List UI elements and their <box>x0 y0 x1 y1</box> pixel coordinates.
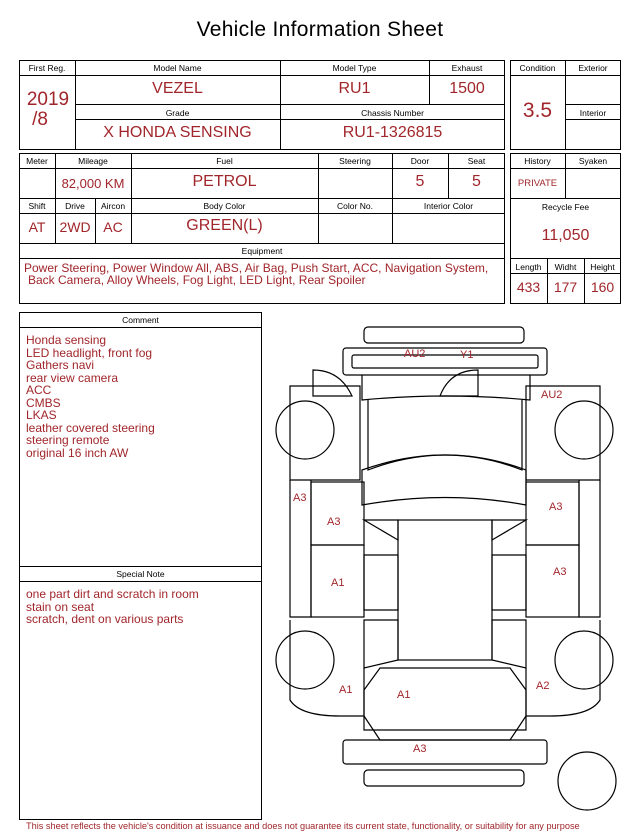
damage-mark: A3 <box>293 492 307 504</box>
model-name-value: VEZEL <box>152 80 203 97</box>
damage-mark: A1 <box>397 689 411 701</box>
shift-value: AT <box>28 219 46 235</box>
drive-value: 2WD <box>59 219 91 235</box>
aircon-value: AC <box>103 219 123 235</box>
left-front-wheel-shape <box>276 401 334 459</box>
comment-line: original 16 inch AW <box>26 445 129 460</box>
comment-line: ACC <box>26 383 52 397</box>
aircon-label: Aircon <box>100 201 126 211</box>
comment-line: leather covered steering <box>26 420 155 435</box>
special-note-line: one part dirt and scratch in room <box>26 587 199 601</box>
exhaust-value: 1500 <box>449 80 485 97</box>
comment-line: CMBS <box>26 395 61 410</box>
length-label: Length <box>515 262 542 272</box>
damage-mark: AU2 <box>404 348 426 360</box>
model-name-label: Model Name <box>153 63 202 73</box>
comment-line: LKAS <box>26 408 57 422</box>
left-front-fender-shape <box>290 386 360 480</box>
windshield-shape <box>362 455 526 505</box>
special-note-label: Special Note <box>116 569 165 579</box>
model-type-label: Model Type <box>332 63 377 73</box>
equipment-label: Equipment <box>241 246 283 256</box>
door-label: Door <box>410 156 430 166</box>
fuel-label: Fuel <box>216 156 233 166</box>
left-headlight-shape <box>313 370 352 396</box>
interior-color-label: Interior Color <box>423 201 474 211</box>
condition-value: 3.5 <box>522 99 553 122</box>
spare-tire-shape <box>558 752 616 810</box>
first-reg-label: First Reg. <box>28 63 66 73</box>
body-color-label: Body Color <box>203 201 246 211</box>
recycle-fee-label: Recycle Fee <box>541 202 590 212</box>
right-front-fender-shape <box>526 386 600 480</box>
drive-label: Drive <box>65 201 85 211</box>
equipment-line-2: Back Camera, Alloy Wheels, Fog Light, LED Light, Rear Spoiler <box>28 273 366 287</box>
seat-label: Seat <box>467 156 486 166</box>
fuel-value: PETROL <box>192 173 257 190</box>
right-headlight-shape <box>440 370 478 396</box>
seat-value: 5 <box>472 173 481 190</box>
front-bumper-shape <box>343 348 547 375</box>
height-value: 160 <box>590 279 615 295</box>
damage-mark: A1 <box>339 684 353 696</box>
right-rear-door-shape <box>526 545 579 617</box>
comment-label: Comment <box>122 315 159 325</box>
meter-label: Meter <box>26 156 48 166</box>
interior-label: Interior <box>579 108 607 118</box>
comment-line: Honda sensing <box>26 333 107 347</box>
exhaust-label: Exhaust <box>451 63 483 73</box>
rear-bumper-shape <box>343 740 547 764</box>
footer-disclaimer: This sheet reflects the vehicle's condition at issuance and does not guarantee its current state, functionality, or suitability for any purpose <box>26 821 580 831</box>
damage-mark: AU2 <box>541 389 563 401</box>
door-value: 5 <box>415 173 425 190</box>
right-front-door-shape <box>526 482 579 545</box>
exterior-label: Exterior <box>578 63 608 73</box>
damage-mark: Y1 <box>460 349 474 361</box>
damage-mark: A1 <box>331 577 345 589</box>
page-title: Vehicle Information Sheet <box>196 18 444 41</box>
damage-mark: A3 <box>549 501 563 513</box>
recycle-fee-value: 11,050 <box>541 227 590 244</box>
damage-mark: A3 <box>413 743 427 755</box>
damage-mark: A3 <box>553 566 567 578</box>
comment-line: steering remote <box>26 433 110 447</box>
first-reg-year: 2019 <box>26 89 70 110</box>
history-label: History <box>524 156 551 166</box>
left-rear-fender-shape <box>290 620 364 716</box>
color-no-label: Color No. <box>337 201 373 211</box>
comment-line: rear view camera <box>26 370 119 385</box>
condition-label: Condition <box>519 63 556 73</box>
right-rear-fender-shape <box>526 620 600 716</box>
special-note-line: scratch, dent on various parts <box>26 612 184 626</box>
damage-mark: A3 <box>327 516 341 528</box>
right-rear-wheel-shape <box>555 631 613 689</box>
mileage-label: Mileage <box>78 156 108 166</box>
right-front-wheel-shape <box>555 401 613 459</box>
length-value: 433 <box>516 279 541 295</box>
mileage-value: 82,000 KM <box>61 176 125 191</box>
shift-label: Shift <box>28 201 46 211</box>
tailgate-shape <box>364 668 526 730</box>
height-label: Height <box>590 262 615 272</box>
first-reg-month: /8 <box>32 109 48 130</box>
history-value: PRIVATE <box>517 178 558 189</box>
grade-label: Grade <box>165 108 190 118</box>
width-label: Widht <box>554 262 577 272</box>
syaken-label: Syaken <box>578 156 608 166</box>
comment-line: LED headlight, front fog <box>26 345 153 360</box>
body-color-value: GREEN(L) <box>186 217 263 234</box>
comment-line: Gathers navi <box>26 358 95 372</box>
front-bumper-top-shape <box>364 327 524 343</box>
width-value: 177 <box>553 279 578 295</box>
model-type-value: RU1 <box>338 80 371 97</box>
grade-value: X HONDA SENSING <box>103 124 252 141</box>
special-note-line: stain on seat <box>26 599 95 614</box>
roof-shape <box>398 520 492 660</box>
chassis-number-value: RU1-1326815 <box>342 124 443 141</box>
damage-mark: A2 <box>536 680 550 692</box>
equipment-line-1: Power Steering, Power Window All, ABS, Air Bag, Push Start, ACC, Navigation System, <box>24 261 489 275</box>
left-rear-wheel-shape <box>276 631 334 689</box>
steering-label: Steering <box>339 156 371 166</box>
chassis-number-label: Chassis Number <box>361 108 424 118</box>
left-front-door-shape <box>311 482 364 545</box>
